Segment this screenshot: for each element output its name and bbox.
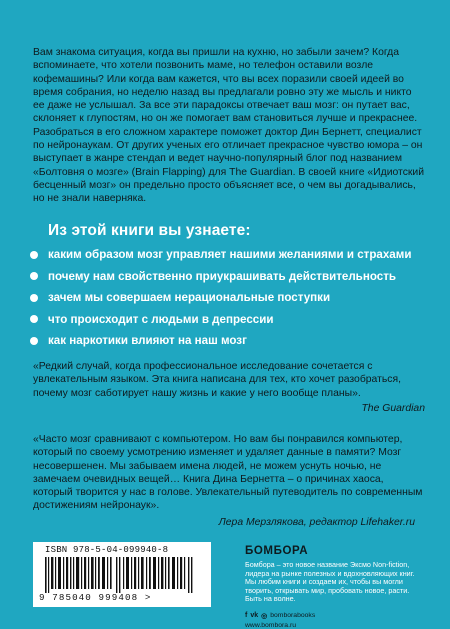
list-item [30,287,430,309]
list-item-text: каким образом мозг управляет нашими желаниями и страхами [48,248,412,262]
list-item-text: зачем мы совершаем нерациональные поступки [48,291,331,305]
list-item [30,266,430,288]
bullet-icon [30,337,38,345]
barcode-icon [39,557,205,593]
list-item [30,330,430,352]
bullet-icon [30,294,38,302]
quote-source: Лера Мерзлякова, редактор Lifehaker.ru [218,516,415,528]
quote-text: «Часто мозг сравнивают с компьютером. Но вам бы понравился компьютер, который по своему усмотрению изменяет и удаляет данные в памяти? Мозг несовершенен. Мы забываем имена людей, не можем уснуть ночью, не замечаем очевидных вещей… Книга Дина Бернетта – о причинах хаоса, который творится у нас в голове. Увлекательный путеводитель по современным достижениям нейронаук». [33,434,423,512]
review-quote-guardian [33,360,425,415]
list-item-text: что происходит с людьми в депрессии [48,312,274,326]
list-item [30,244,430,266]
vk-icon: vk [250,612,259,620]
bullet-icon [30,315,38,323]
intro-paragraph: Вам знакома ситуация, когда вы пришли на кухню, но забыли зачем? Когда вспоминаете, что хотели позвонить маме, но телефон оставили возле кофемашины? Или когда вам кажется, что вы всех поразили своей идеей во время собрания, но неделю назад вы предлагали ровно эту же мысль и никто ее даже не услышал. За все эти парадоксы отвечает ваш мозг: он путает вас, склоняет к глупостям, но он же помогает вам становиться лучше и прекраснее. Разобраться в его сложном характере поможет доктор Дин Бернетт, специалист по нейронаукам. От других ученых его отличает прекрасное чувство юмора – он выступает в жанре стендап и ведет научно-популярный блог под названием «Болтовня о мозге» (Brain Flapping) для The Guardian. В своей книге «Идиотский бесценный мозг» он предельно просто объясняет все, о чем вы догадывались, но не знали наверняка. [33,47,425,205]
list-item [30,309,430,331]
list-item-text: как наркотики влияют на наш мозг [48,334,247,348]
barcode-number: 9 785040 999408 > [39,592,152,603]
publisher-social [245,612,425,620]
publisher-website: www.bombora.ru [245,621,296,629]
bullet-icon [30,251,38,259]
list-item-text: почему нам свойственно приукрашивать действительность [48,269,396,283]
facebook-icon: f [245,612,248,620]
social-handle: bomborabooks [270,612,316,620]
publisher-block [245,545,425,629]
learn-list [30,244,430,352]
barcode-block [33,542,211,607]
quote-source: The Guardian [361,402,425,414]
bullet-icon [30,272,38,280]
instagram-icon: ◎ [261,612,268,620]
publisher-logo: БОМБОРА [245,545,309,557]
isbn-label: ISBN 978-5-04-099940-8 [45,545,169,555]
learn-heading: Из этой книги вы узнаете: [48,222,251,239]
quote-text: «Редкий случай, когда профессиональное исследование сочетается с увлекательным языком. Эта книга написана для тех, кто хочет разобраться, почему мозг саботирует нашу жизнь и какие у него вообще планы». [33,361,401,399]
publisher-description: Бомбора – это новое название Эксмо Non-fiction, лидера на рынке полезных и вдохновляющих книг. Мы любим книги и создаем их, чтобы вы могли творить, открывать мир, пробовать новое, расти. Быть на волне. [245,560,415,604]
learn-section [30,222,430,352]
review-quote-lifehacker [33,433,425,529]
